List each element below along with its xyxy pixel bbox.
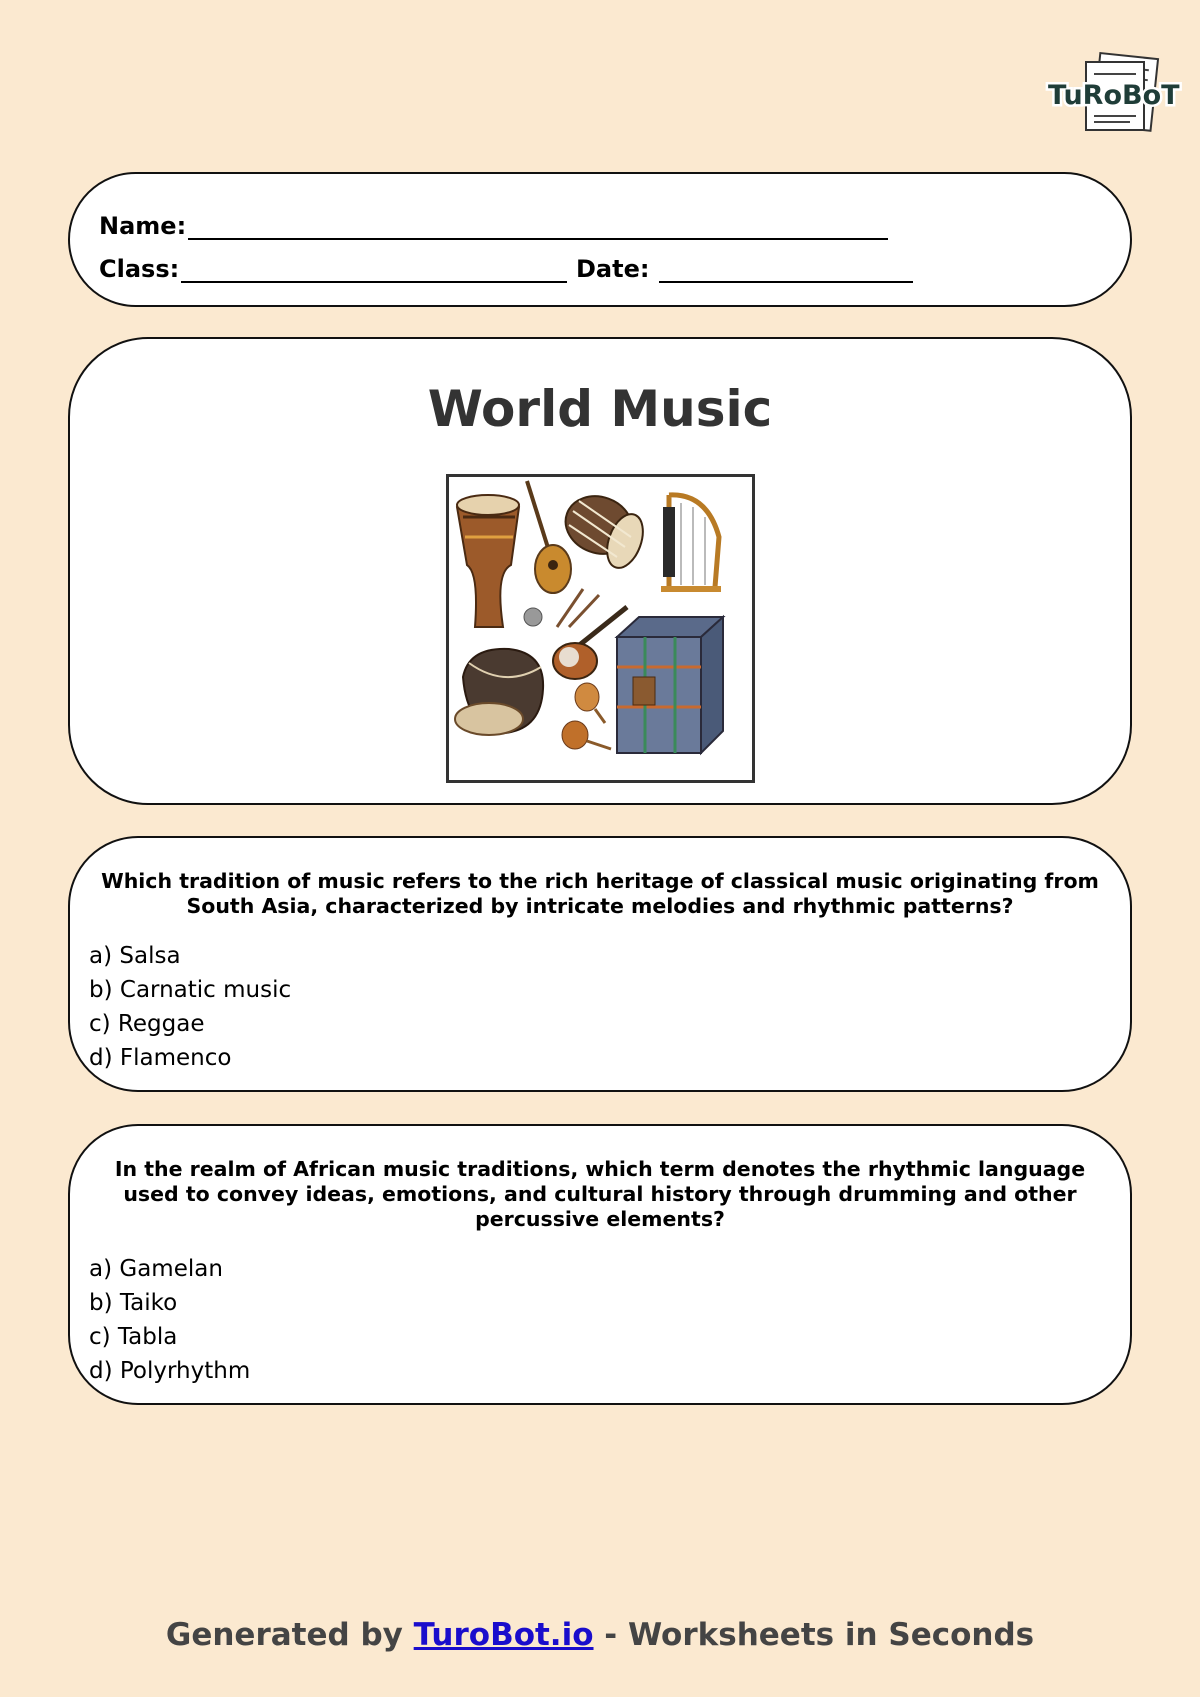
maracas-icon xyxy=(562,683,611,749)
footer-suffix: - Worksheets in Seconds xyxy=(593,1617,1035,1653)
name-line[interactable] xyxy=(188,216,888,240)
option-1c[interactable]: c) Reggae xyxy=(89,1011,205,1037)
svg-text:TuRoBoT: TuRoBoT xyxy=(1048,80,1180,111)
date-line[interactable] xyxy=(659,259,913,283)
tartan-box-icon xyxy=(617,617,723,753)
option-2c[interactable]: c) Tabla xyxy=(89,1324,178,1350)
djembe-drum-icon xyxy=(457,495,519,627)
option-2d[interactable]: d) Polyrhythm xyxy=(89,1358,251,1384)
turobot-logo xyxy=(1046,52,1180,136)
dhol-drum-icon xyxy=(557,487,649,573)
harp-icon xyxy=(661,495,721,589)
option-2a[interactable]: a) Gamelan xyxy=(89,1256,223,1282)
date-field[interactable] xyxy=(576,255,913,283)
class-label: Class: xyxy=(99,255,180,283)
class-line[interactable] xyxy=(181,259,567,283)
option-2b[interactable]: b) Taiko xyxy=(89,1290,178,1316)
option-1a[interactable]: a) Salsa xyxy=(89,943,181,969)
date-label: Date: xyxy=(576,255,650,283)
question-1-options xyxy=(89,939,291,1075)
footer-prefix: Generated by xyxy=(165,1617,414,1653)
name-label: Name: xyxy=(99,212,187,240)
turobot-link[interactable]: TuroBot.io xyxy=(413,1617,594,1653)
question-2-text: In the realm of African music traditions, which term denotes the rhythmic language used to convey ideas, emotions, and cultural history through drumming and other percussive elements? xyxy=(114,1157,1086,1231)
question-1-text: Which tradition of music refers to the rich heritage of classical music originating from South Asia, characterized by intricate melodies and rhythmic patterns? xyxy=(101,869,1099,918)
name-field[interactable] xyxy=(99,212,888,240)
turobot-logo-icon xyxy=(1046,52,1180,136)
option-1d[interactable]: d) Flamenco xyxy=(89,1045,232,1071)
footer xyxy=(0,1617,1200,1653)
worksheet-title: World Music xyxy=(427,380,773,438)
mandolin-icon xyxy=(527,481,571,593)
option-1b[interactable]: b) Carnatic music xyxy=(89,977,292,1003)
world-instruments-illustration xyxy=(446,474,755,783)
talking-drum-icon xyxy=(455,649,543,735)
question-2-options xyxy=(89,1252,250,1388)
class-field[interactable] xyxy=(99,255,567,283)
